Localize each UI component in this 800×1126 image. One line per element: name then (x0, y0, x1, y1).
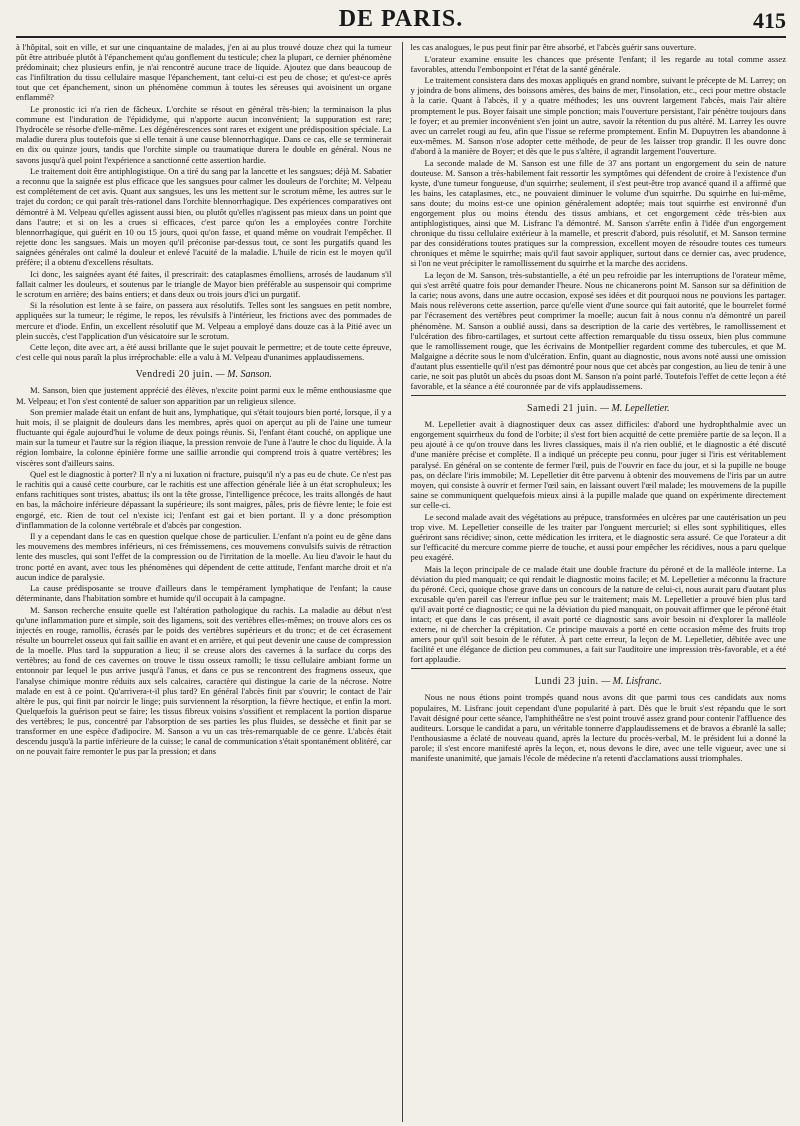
section-date: Lundi 23 juin. (534, 676, 599, 688)
section-divider (411, 668, 787, 669)
right-column (402, 42, 787, 1122)
paragraph: à l'hôpital, soit en ville, et sur une cinquantaine de malades, j'en ai au plus trouvé douze chez qui la tumeur pût être attribuée plutôt à l'épanchement qu'au gonflement du testicule; chez la plupart, ce dernier phénomène prédominait; chez plusieurs enfin, je n'ai rencontré aucune trace de liquide. Ajoutez que dans beaucoup de cas l'infiltration du tissu cellulaire masque l'épanchement, tant celui-ci est peu de chose; et qu'est-ce après tout que cet épanchement, sinon un phénomène commun à toutes les séreuses qui avoisinent un organe enflammé? (16, 42, 392, 103)
paragraph: La seconde malade de M. Sanson est une fille de 37 ans portant un engorgement du sein de nature douteuse. M. Sanson a très-habilement fait ressortir les symptômes qui défendent de croire à l'existence d'un kyste, d'une tumeur fongueuse, d'un squirrhe; seulement, il s'est peut-être trop avancé quand il a affirmé que les bains, les cataplasmes, etc., ne pouvaient diminuer le volume d'un squirrhe. Du squirrhe en lui-même, sans doute; du moins est-ce une opinion généralement adoptée; mais tout squirrhe est environné d'un engorgement plus ou moins étendu des tissus ambians, et cet engorgement cède très-bien aux antiphlogistiques, ainsi que M. Lisfranc l'a démontré. M. Sanson s'arrête enfin à l'idée d'un engorgement chronique du tissu cellulaire extérieur à la mamelle, et prescrit d'abord, puis résolutif, et M. Sanson termine par des considérations toutes pratiques sur la compression, excellent moyen de résoudre toutes ces tumeurs chroniques et même le squirrhe; mais qu'il faut savoir appliquer, surtout dans ce dernier cas, avec prudence, si l'on ne veut précipiter le ramollissement du squirrhe et la marche des accidens. (410, 157, 786, 269)
paragraph: M. Lepelletier avait à diagnostiquer deux cas assez difficiles: d'abord une hydrophthalmie avec un engorgement squirrheux du fond de l'orbite; il s'est fort bien acquitté de cette première partie de sa leçon. Il a peu ajouté à ce qu'on trouve dans les livres classiques, mais il n'a rien oublié, et le diagnostic a été discuté d'une manière précise et complète. Il a indiqué un précepte peu connu, pour juger si l'iris est véritablement paralysé. En général on se contente de fermer l'œil, puis de l'ouvrir en face du jour, et si la pupille ne bouge pas, on déclare l'iris immobile; M. Lepelletier dit être parvenu à obtenir des mouvemens de l'iris par un autre moyen, qui consiste à ouvrir et fermer l'œil sain, en laissant ouvert l'œil malade; les mouvemens de la pupille saine se communiquent quelquefois mieux ainsi à la pupille malade que quand on expérimente directement sur celle-ci. (410, 419, 786, 510)
paragraph: Cette leçon, dite avec art, a été aussi brillante que le sujet pouvait le permettre; et de toute cette épreuve, c'est celle qui nous paraît la plus irréprochable: elle a valu à M. Velpeau d'unanimes applaudissemens. (16, 342, 392, 363)
paragraph: Le pronostic ici n'a rien de fâcheux. L'orchite se résout en général très-bien; la terminaison la plus commune est l'induration de l'épididyme, qui n'apporte aucun inconvénient; la suppuration est rare; l'hydrocèle se résorbe d'elle-même. Les dégénérescences sont rares et exigent une prédisposition spéciale. La maladie durera plus toutefois que si elle tenait à une cause blennorrhagique. Dans ce cas, elle se terminerait en dix ou quinze jours, tandis que l'orchite simple ou traumatique durera le double en général. Nous ne savons jusqu'à quel point l'expérience a sanctionné cette assertion hardie. (16, 104, 392, 165)
section-date: Samedi 21 juin. (527, 403, 598, 415)
section-speaker: — M. Lisfranc. (601, 676, 662, 688)
paragraph: Mais la leçon principale de ce malade était une double fracture du péroné et de la malléole interne. La déviation du pied manquait; ce qui rendait le diagnostic moins facile; et M. Lepelletier a méconnu la fracture du péroné. Ceci, quoique chose grave dans un concours de la nature de celui-ci, nous aurait paru d'autant plus excusable qu'en pareil cas l'erreur influe peu sur le traitement; mais M. Lepelletier a prouvé bien plus tard qu'il avait porté ce diagnostic; ce qui ne la déviation du pied manquait, on pouvait affirmer que le péroné était intact; et que dans le cas présent, il avait porté ce diagnostic sans avoir besoin ni d'explorer la malléole externe, ni de chercher la crépitation. Ce principe mauvais a porté en cette occasion même des fruits trop amers pour qu'il soit besoin de le réfuter. À part cette erreur, la leçon de M. Lepelletier, débitée avec une facilité et une élégance de diction peu communes, a fait sur l'auditoire une impression très-favorable, et a été fort applaudie. (410, 563, 786, 665)
section-heading (411, 403, 787, 414)
paragraph: Le second malade avait des végétations au prépuce, transformées en ulcères par une cautérisation un peu trop vive. M. Lepelletier conseille de les traiter par l'onguent mercuriel; si elles sont syphilitiques, elles guériront sans récidive; sinon, cette médication les irritera, et le diagnostic sera assuré. Ce que l'orateur a dit sur l'efficacité du mercure comme pierre de touche, et aussi pour empêcher les récidives, nous a paru quelque peu exagéré. (410, 511, 786, 562)
paragraph: Il y a cependant dans le cas en question quelque chose de particulier. L'enfant n'a point eu de gêne dans les mouvemens des membres inférieurs, ni ces frémissemens, ces mouvemens convulsifs suivis de rétraction lente des muscles, qui sont l'effet de la compression ou de l'irritation de la moelle. Au lieu d'avoir le haut du tronc porté en avant, avec tous les phénomènes qui dépendent de cette attitude, l'enfant marche droit et n'a aucun indice de paralysie. (16, 531, 392, 582)
paragraph: M. Sanson recherche ensuite quelle est l'altération pathologique du rachis. La maladie au début n'est qu'une inflammation pure et simple, soit des ligamens, soit des vertèbres elles-mêmes; on trouve alors ces os injectés en rouge, ramollis, écrasés par le poids des vertèbres supérieurs et du tronc; et de cet écrasement résulte un bourrelet osseux qui fait saillie en avant et en arrière, et qui peut devenir une cause de compression de la moelle. Plus tard la suppuration a lieu; il se creuse alors des cavernes à la surface du corps des vertèbres; au fond de ces cavernes on trouve le tissu osseux ramolli; le tissu cellulaire ambiant forme un entonnoir par lequel le pus arrive jusqu'à l'anus, et dans ce pus se rencontrent des fragmens osseux, que l'analyse chimique montre réduits aux sels calcaires, caractère qui distingue la carie de la nécrose. Notre malade en est à ce point. Qu'arrivera-t-il plus tard? En général l'abcès finit par s'ouvrir; le contact de l'air altère le pus, qui finit par noircir le linge; puis surviennent la résorption, la fièvre hectique, et enfin la mort. Quelquefois la guérison peut se faire; les tissus fibreux voisins s'ossifient et remplacent la portion disparue des vertèbres; le pus, concentré par l'absorption de ses parties les plus fluides, se dessèche et finit par se transformer en une espèce d'adipocire. M. Sanson a vu un cas très-remarquable de ce genre. L'abcès était descendu jusqu'à la partie inférieure de la cuisse; le canal de communication s'était spontanément oblitéré, car on ne pouvait faire remonter le pus par la pression; et dans (16, 604, 392, 757)
paragraph: Le traitement doit être antiphlogistique. On a tiré du sang par la lancette et les sangsues; déjà M. Sabatier a reconnu que la saignée est plus efficace que les sangsues pour calmer les douleurs de l'orchite; M. Velpeau est complétement de cet avis. Quant aux sangsues, les uns les mettent sur le scrotum même, les autres sur le trajet du cordon; ce qui paraît très-rationel dans l'orchite blennorrhagique. Des expériences comparatives ont démontré à M. Velpeau qu'elles agissent aussi bien, ou plutôt qu'elles n'agissent pas mieux dans un point que dans l'autre; et si on les a crues si efficaces, c'est parce qu'on les a employées contre l'orchite blennorrhagique, qui guérit en 10 ou 15 jours, quoi qu'on fasse, et quand même on voudrait l'empêcher. Il rejette donc les sangsues. Mais un moyen qu'il préconise par-dessus tout, ce sont les purgatifs quand les saignées générales ont calmé la douleur et enlevé l'acuité de la maladie. L'huile de ricin est le moyen qu'il préfère; il a obtenu d'excellens résultats. (16, 166, 392, 267)
paragraph: Nous ne nous étions point trompés quand nous avons dit que parmi tous ces candidats aux noms populaires, M. Lisfranc jouit cependant d'une popularité à part. Dès que le bruit s'est répandu que le sort l'avait désigné pour cette séance, l'amphithéâtre ne s'est point trouvé assez grand pour contenir l'affluence des auditeurs. Lorsque le candidat a paru, un véritable tonnerre d'applaudissemens et de bravos a ébranlé la salle; l'enthousiasme a éclaté de nouveau quand, après la lecture du procès-verbal, M. le président lui a donné la parole; il s'est encore manifesté après la leçon, et, nous devons le dire, avec une telle vigueur, avec une si manifeste unanimité, que jamais l'école de médecine n'a retenti d'acclamations aussi triomphales. (410, 692, 786, 763)
section-divider (411, 395, 787, 396)
section-heading (411, 676, 787, 687)
section-date: Vendredi 20 juin. (135, 369, 214, 381)
paragraph: Ici donc, les saignées ayant été faites, il prescrirait: des cataplasmes émolliens, arrosés de laudanum s'il fallait calmer les douleurs, et soutenus par le triangle de Mayor bien préférable au suspensoir qui comprime le scrotum en arrière; des bains entiers; et dans deux ou trois jours d'ici un purgatif. (16, 268, 392, 299)
paragraph: Quel est le diagnostic à porter? Il n'y a ni luxation ni fracture, puisqu'il n'y a pas eu de chute. Ce n'est pas le rachitis qui a causé cette courbure, car le rachitis est une affection générale liée à un état scrophuleux; les enfans rachitiques sont tristes, abattus; ils ont la tête grosse, l'intelligence précoce, les traits allongés de haut en bas, la mâchoire inférieure dépassant la supérieure; ils sont maigres, pâles, pris de fièvre lente; le foie est engorgé, etc. Rien de tout cel n'existe ici; l'enfant est gai et bien portant. Il y a donc présomption d'inflammation de la colonne vertébrale et d'abcès par congestion. (16, 469, 392, 530)
page-header (16, 6, 786, 38)
running-title: DE PARIS. (338, 6, 464, 32)
page-number: 415 (753, 8, 786, 33)
paragraph: La cause prédisposante se trouve d'ailleurs dans le tempérament lymphatique de l'enfant; la cause déterminante, dans l'habitation sombre et humide qu'il occupait à la campagne. (16, 583, 392, 604)
section-speaker: — M. Lepelletier. (600, 403, 670, 415)
paragraph: La leçon de M. Sanson, très-substantielle, a été un peu refroidie par les interruptions de l'orateur même, qui s'est arrêté quatre fois pour demander l'heure. Nous ne chicanerons point M. Sanson sur sa définition de la carie; nous avons, dans une autre occasion, exposé ses idées et dit pourquoi nous ne pouvions les partager. Mais nous relèverons cette assertion, parce qu'elle vient d'une source qui fait autorité, que le bourrelet formé par l'écrasement des vertèbres peut comprimer la moelle; aucun fait à nous connu n'a démontré un pareil phénomène. M. Sanson a oublié aussi, dans sa description de la carie des vertèbres, le ramollissement et l'ulcération des fibro-cartilages, et surtout cette affection remarquable du tissu osseux, bien plus commune que le ramollissement rouge, que les écrivains de Montpellier regardent comme des tubercules, et que M. Malgaigne a décrite sous le nom d'ulcération. Enfin, quant au diagnostic, nous avons noté aussi une omission d'autant plus essentielle qu'il n'est pas démontré pour nous que cet abcès par congestion, au lieu de tenir à une carie, ne soit pas plutôt un abcès du psoas dont M. Sanson n'a point parlé. Toutefois l'effet de cette leçon a été favorable, et la séance a été couronnée par de vifs applaudissemens. (410, 270, 786, 392)
text-columns (16, 42, 786, 1122)
section-speaker: — M. Sanson. (215, 369, 272, 381)
paragraph: Si la résolution est lente à se faire, on passera aux résolutifs. Telles sont les sangsues en petit nombre, appliquées sur la tumeur; le régime, le repos, les révulsifs à l'intérieur, les frictions avec des pommades de mercure et d'iode. Enfin, un excellent résolutif que M. Velpeau a employé dans douze cas à la Pitié avec un plein succès, c'est l'application d'un vésicatoire sur le scrotum. (16, 300, 392, 341)
left-column (16, 42, 392, 1122)
paragraph: Son premier malade était un enfant de huit ans, lymphatique, qui s'était toujours bien porté, lorsque, il y a huit mois, il se plaignit de douleurs dans les membres, après quoi on aperçut au pli de l'aine une tumeur fluctuante qui égale aujourd'hui le volume de deux poings réunis. Si, l'enfant étant couché, on applique une main sur la tumeur et l'autre sur la région iliaque, la pression renvoie de l'une à l'autre le choc du liquide. À la région lombaire, la colonne épinière forme une saillie arrondie qui comprend trois à quatre vertèbres; les viscères sont d'ailleurs sains. (16, 407, 392, 468)
paragraph: M. Sanson, bien que justement apprécié des élèves, n'excite point parmi eux le même enthousiasme que M. Velpeau; et l'on s'est contenté de saluer son apparition par un religieux silence. (16, 385, 392, 406)
paragraph: Le traitement consistera dans des moxas appliqués en grand nombre, suivant le précepte de M. Larrey; on y joindra de bons alimens, des boissons amères, des bains de mer, l'insolation, etc., ceci pour mettre obstacle à la carie. Quant à l'abcès, il y a quatre méthodes; les uns ouvrent largement l'abcès, mais l'air altère promptement le pus. Boyer faisait une simple ponction; mais l'ouverture persistant, l'air pénètre toujours dans le foyer; et au premier inconvénient s'en joint un autre, savoir la rétention du pus altéré. M. Larrey les ouvre avec un carrelet rougi au feu, afin que l'issue se referme promptement. Enfin M. Dupuytren les abandonne à eux-mêmes. M. Sanson n'ose adopter cette méthode, de peur de les laisser trop grandir. Il les ouvre donc d'abord à la manière de Boyer; et dès que le pus s'altère, il agrandit largement l'ouverture. (410, 75, 786, 156)
paragraph: les cas analogues, le pus peut finir par être absorbé, et l'abcès guérir sans ouverture. (410, 42, 697, 52)
paragraph: L'orateur examine ensuite les chances que présente l'enfant; il les regarde au total comme assez favorables, attendu l'embonpoint et l'état de la santé générale. (410, 53, 786, 74)
section-heading (16, 369, 392, 380)
